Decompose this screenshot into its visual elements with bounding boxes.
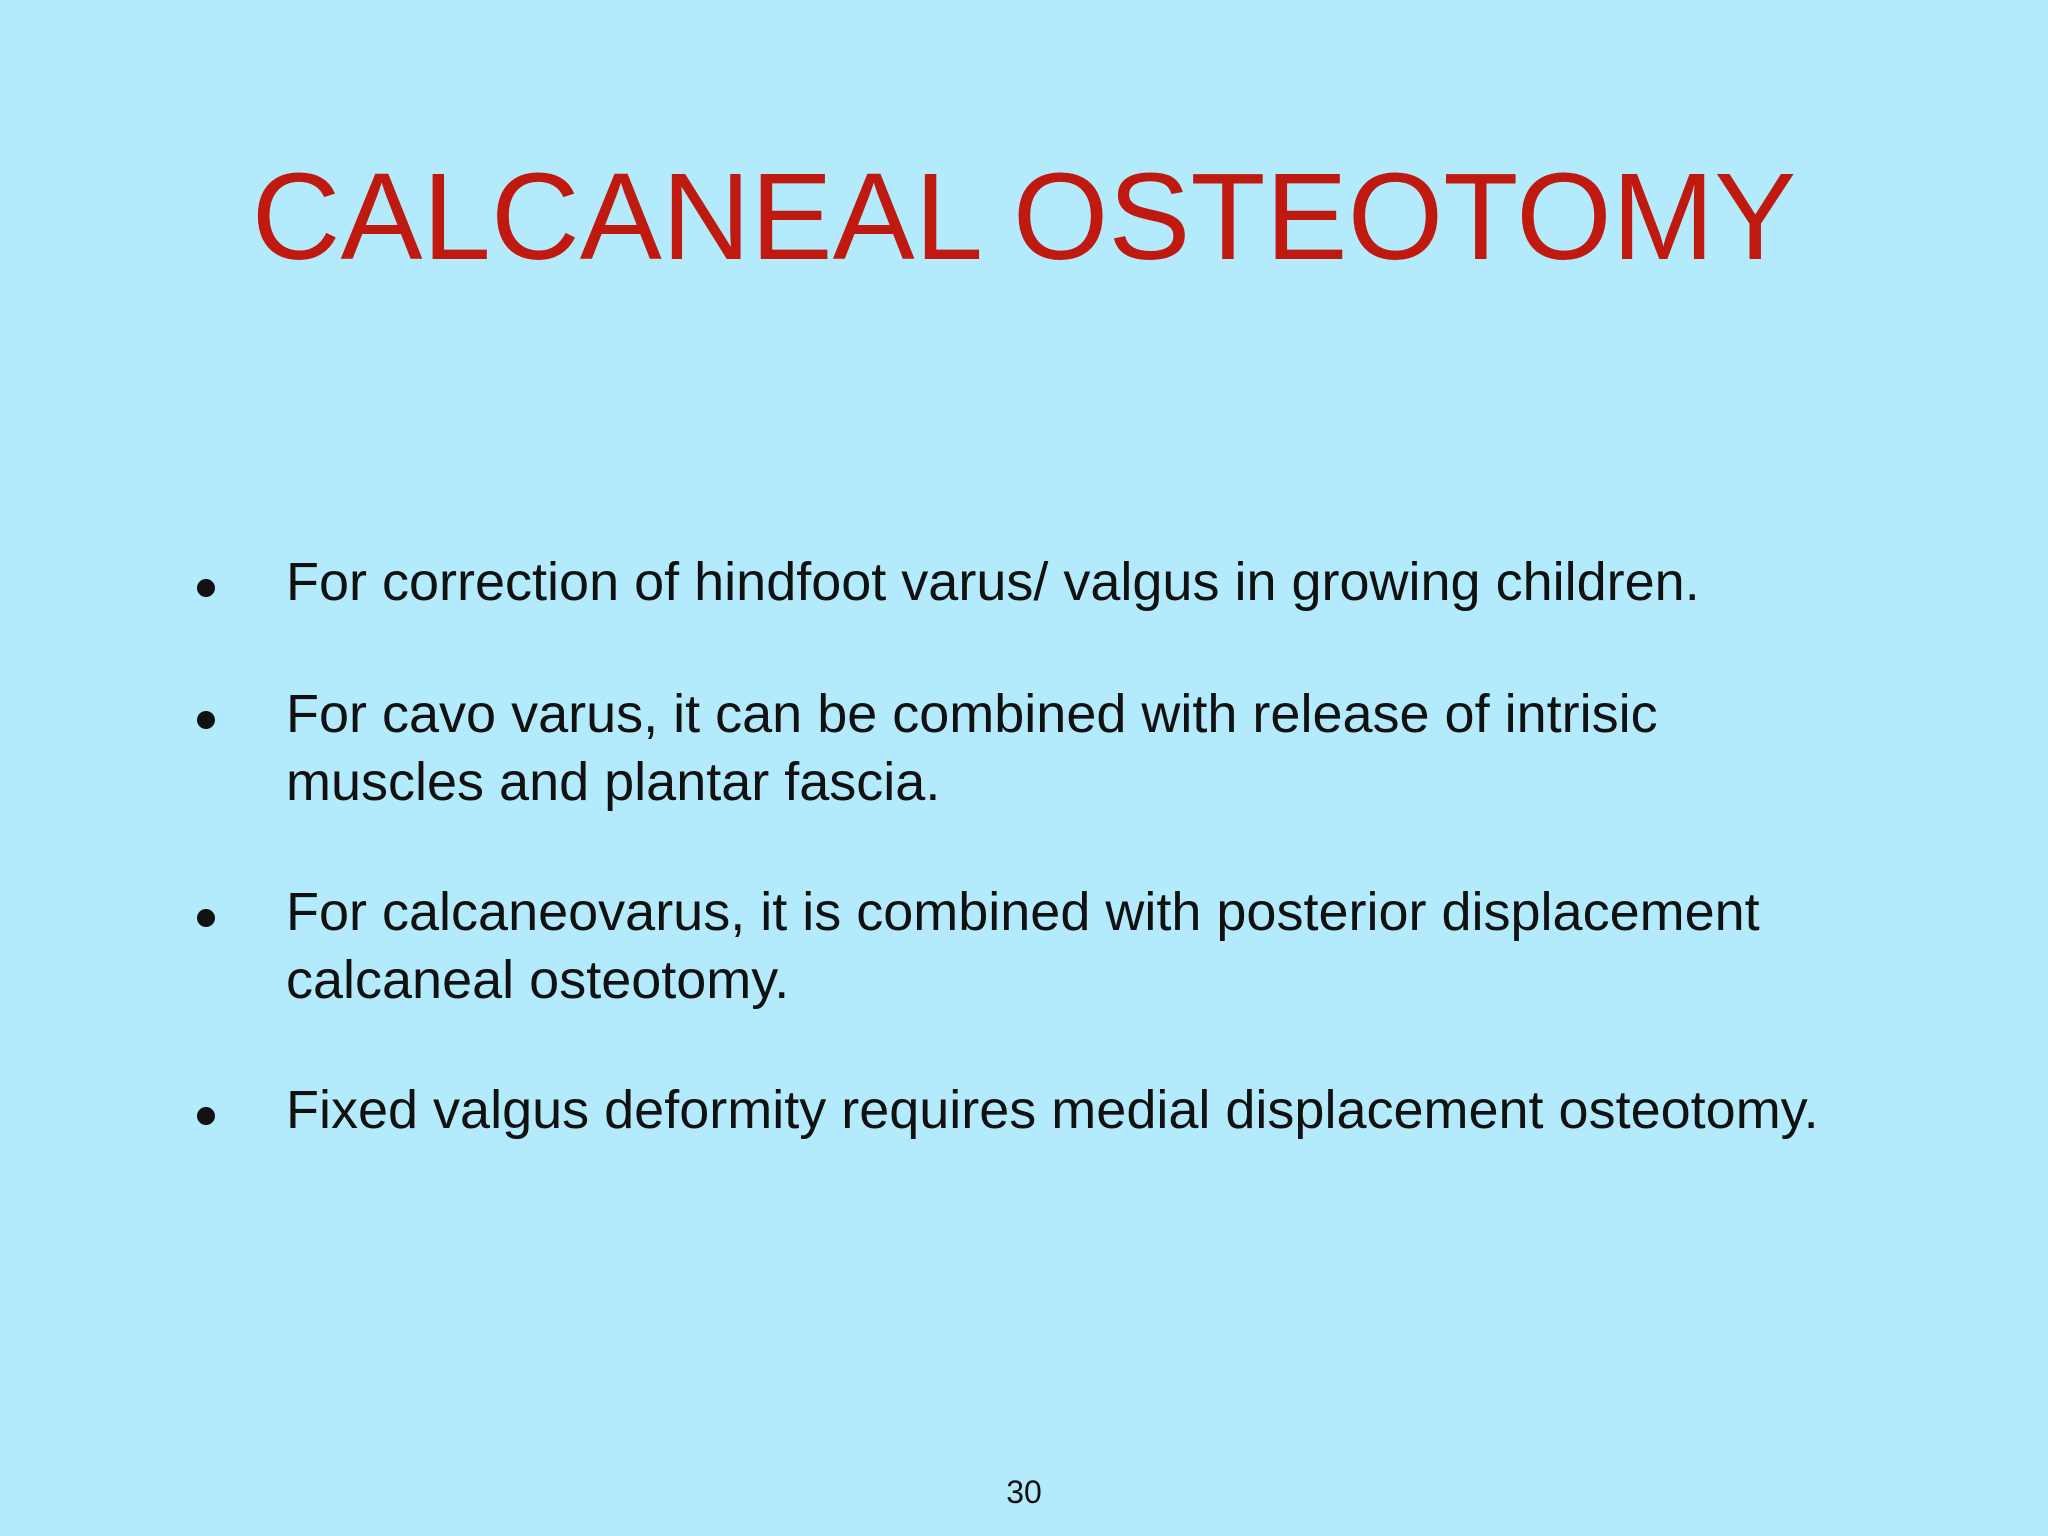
bullet-icon — [197, 1107, 215, 1125]
bullet-icon — [197, 909, 215, 927]
slide-title: CALCANEAL OSTEOTOMY — [251, 149, 1797, 286]
bullet-icon — [197, 579, 215, 597]
page-number: 30 — [1006, 1474, 1042, 1510]
bullet-text: For calcaneovarus, it is combined with posterior displacement calcaneal osteotomy. — [286, 882, 1760, 1010]
bullet-text: Fixed valgus deformity requires medial displacement osteotomy. — [286, 1080, 1819, 1140]
bullet-text: For cavo varus, it can be combined with release of intrisic muscles and plantar fascia. — [286, 684, 1658, 812]
bullet-icon — [197, 711, 215, 729]
bullet-text: For correction of hindfoot varus/ valgus in growing children. — [286, 552, 1700, 612]
